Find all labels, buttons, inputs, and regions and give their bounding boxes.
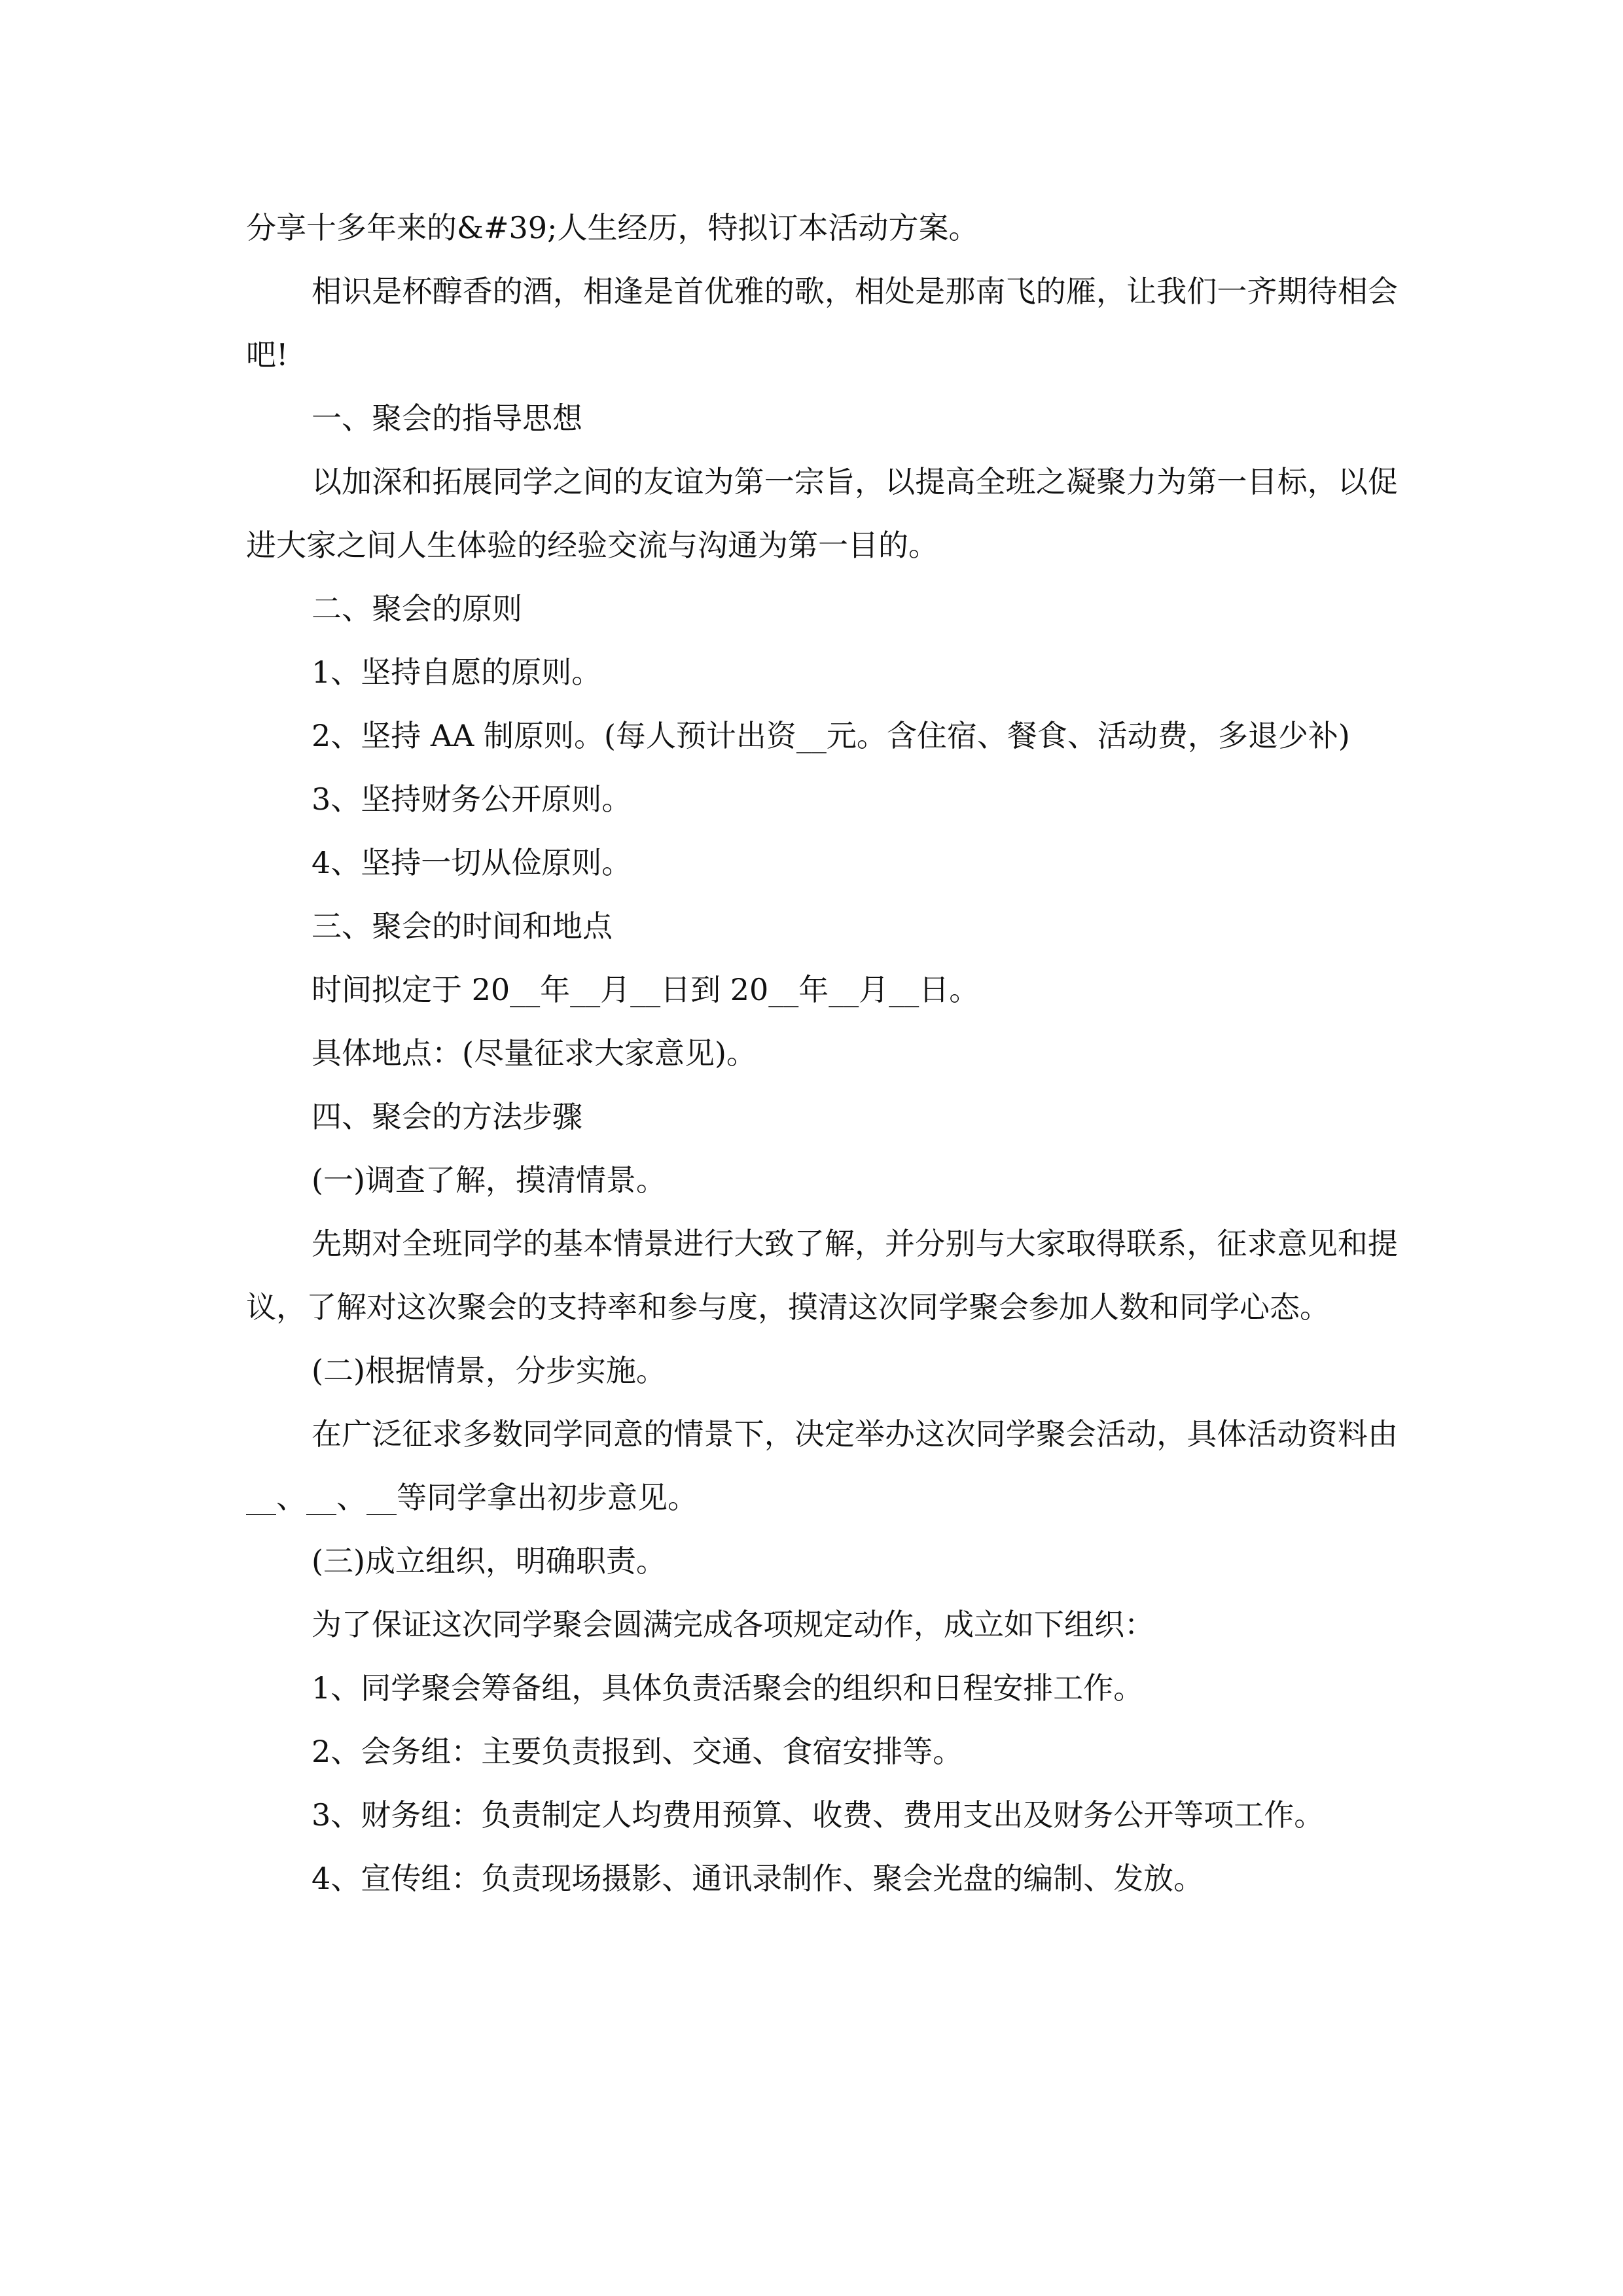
principle-item-4: 4、坚持一切从俭原则。: [312, 845, 632, 880]
subheading-organization: (三)成立组织，明确职责。: [312, 1543, 666, 1579]
paragraph-implementation: 在广泛征求多数同学同意的情景下，决定举办这次同学聚会活动，具体活动资料由__、__、__等同学拿出初步意见。: [246, 1416, 1398, 1515]
subheading-implementation: (二)根据情景，分步实施。: [312, 1353, 666, 1388]
paragraph-organization: 为了保证这次同学聚会圆满完成各项规定动作，成立如下组织：: [312, 1607, 1154, 1642]
organization-item-4: 4、宣传组：负责现场摄影、通讯录制作、聚会光盘的编制、发放。: [312, 1861, 1204, 1896]
heading-principles: 二、聚会的原则: [312, 591, 522, 626]
paragraph-survey: 先期对全班同学的基本情景进行大致了解，并分别与大家取得联系，征求意见和提议，了解对这次聚会的支持率和参与度，摸清这次同学聚会参加人数和同学心态。: [246, 1226, 1398, 1325]
paragraph-place: 具体地点：(尽量征求大家意见)。: [312, 1035, 757, 1071]
document-body: [246, 196, 1398, 1910]
paragraph-intro-continuation: 分享十多年来的&#39;人生经历，特拟订本活动方案。: [246, 210, 979, 245]
paragraph-time: 时间拟定于 20__年__月__日到 20__年__月__日。: [312, 972, 980, 1007]
paragraph-guiding-thought: 以加深和拓展同学之间的友谊为第一宗旨，以提高全班之凝聚力为第一目标，以促进大家之间人生体验的经验交流与沟通为第一目的。: [246, 464, 1398, 563]
heading-time-place: 三、聚会的时间和地点: [312, 908, 613, 944]
subheading-survey: (一)调查了解，摸清情景。: [312, 1162, 666, 1198]
organization-item-3: 3、财务组：负责制定人均费用预算、收费、费用支出及财务公开等项工作。: [312, 1797, 1325, 1833]
principle-item-1: 1、坚持自愿的原则。: [312, 655, 602, 690]
heading-methods: 四、聚会的方法步骤: [312, 1099, 582, 1134]
paragraph-greeting: 相识是杯醇香的酒，相逢是首优雅的歌，相处是那南飞的雁，让我们一齐期待相会吧!: [246, 274, 1398, 372]
principle-item-2: 2、坚持 AA 制原则。(每人预计出资__元。含住宿、餐食、活动费，多退少补): [312, 718, 1350, 753]
heading-guiding-thought: 一、聚会的指导思想: [312, 401, 582, 436]
organization-item-1: 1、同学聚会筹备组，具体负责活聚会的组织和日程安排工作。: [312, 1670, 1144, 1706]
organization-item-2: 2、会务组：主要负责报到、交通、食宿安排等。: [312, 1734, 963, 1769]
principle-item-3: 3、坚持财务公开原则。: [312, 781, 632, 817]
